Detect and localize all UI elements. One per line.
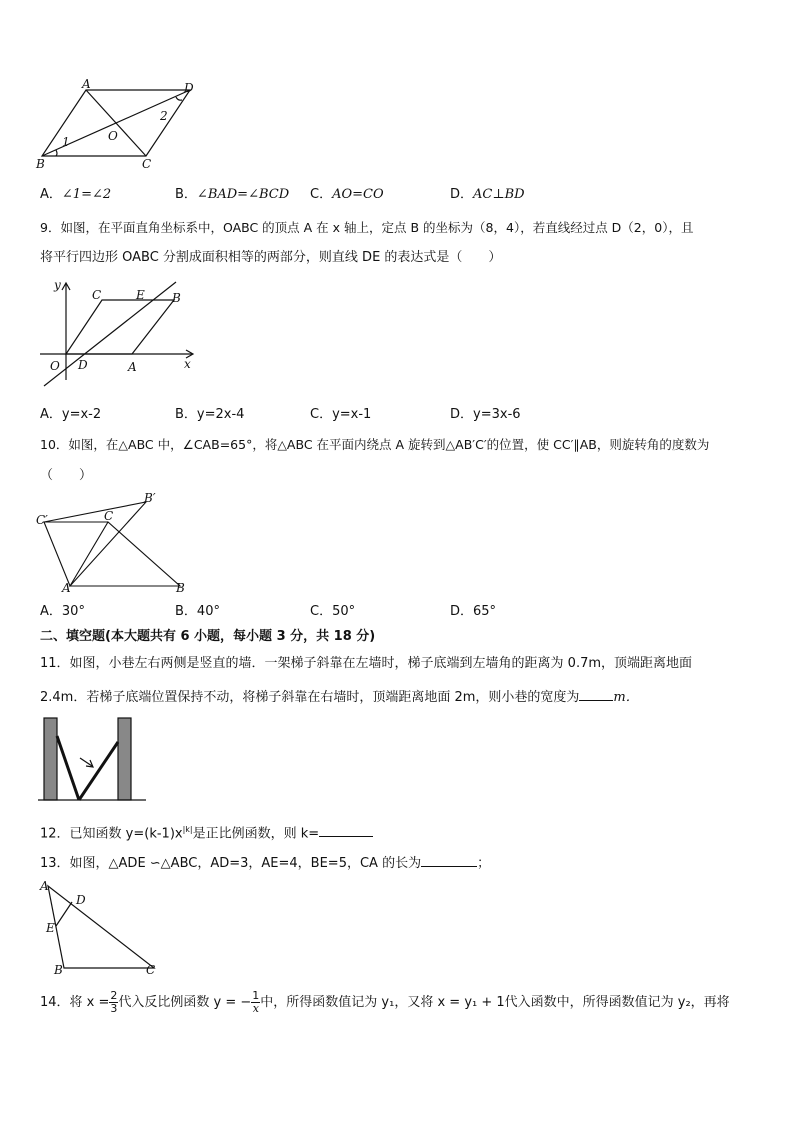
q9-option-d: D．y=3x-6 xyxy=(450,407,521,422)
q9-parallelogram-oabc xyxy=(66,300,174,354)
q8-option-a: A．∠1=∠2 xyxy=(40,187,112,202)
q14-question: 14．将 x = $\frac{2}{3}$ 代入反比例函数 y = − $\frac{1}{x}$ 中，所得函数值记为 y₁，又将 x = y₁ + 1代入函数中，所得函数值记为 y₂，再将 xyxy=(40,989,730,1015)
q8-option-d: D．AC⊥BD xyxy=(450,187,525,202)
q8-angle1-arc xyxy=(56,150,57,156)
q13-answer-blank[interactable] xyxy=(421,854,477,867)
q13-label-b: B xyxy=(54,963,63,977)
q8-label-d: D xyxy=(184,81,194,95)
q8-label-o: O xyxy=(108,129,118,143)
q9-option-b: B．y=2x-4 xyxy=(175,407,245,422)
q13-segment-de xyxy=(56,902,72,926)
q10-question-line2: （ ） xyxy=(40,468,93,483)
q9-label-b: B xyxy=(172,291,181,305)
q11-arrow-head-icon xyxy=(86,760,93,767)
q13-question: 13．如图，△ADE ∽△ABC，AD=3，AE=4，BE=5，CA 的长为 ； xyxy=(40,856,491,871)
q9-question-line2: 将平行四边形 OABC 分割成面积相等的两部分，则直线 DE 的表达式是（ ） xyxy=(40,250,502,265)
q8-parallelogram-figure xyxy=(36,77,236,171)
q10-option-b: B．40° xyxy=(175,604,220,619)
q10-label-b1: B′ xyxy=(144,491,156,505)
q9-label-x: x xyxy=(184,357,191,371)
q12-answer-blank[interactable] xyxy=(319,824,373,837)
q9-label-a: A xyxy=(128,360,137,374)
q10-triangle-abc xyxy=(70,522,180,586)
q11-ladder-left xyxy=(57,736,79,800)
q8-label-c: C xyxy=(142,157,152,171)
q10-rotation-figure xyxy=(36,490,196,595)
q10-option-d: D．65° xyxy=(450,604,497,619)
q11-ladder-right xyxy=(79,742,118,800)
q9-option-c: C．y=x-1 xyxy=(310,407,372,422)
q11-rotation-arrow-icon xyxy=(80,758,92,766)
q10-label-a: A xyxy=(62,581,71,595)
q13-label-d: D xyxy=(76,893,86,907)
q9-label-e: E xyxy=(136,288,145,302)
q8-label-b: B xyxy=(36,157,45,171)
q8-angle2-arc xyxy=(176,97,182,100)
q9-coordinate-figure xyxy=(36,280,206,385)
q9-label-o: O xyxy=(50,359,60,373)
section-2-heading: 二、填空题(本大题共有 6 小题，每小题 3 分，共 18 分) xyxy=(40,629,376,644)
q11-question-line2: 2.4m．若梯子底端位置保持不动，将梯子斜靠在右墙时，顶端距离地面 2m，则小巷的宽度为 m． xyxy=(40,690,639,705)
q13-triangle-abc xyxy=(48,886,154,968)
q10-option-c: C．50° xyxy=(310,604,356,619)
q10-label-c1: C′ xyxy=(36,513,48,527)
q12-question: 12．已知函数 $y=(k-1)x^{|k|}$是正比例函数，则 k= xyxy=(40,822,373,842)
q8-label-a: A xyxy=(82,77,91,91)
q8-label-1: 1 xyxy=(62,135,70,149)
q13-label-e: E xyxy=(46,921,55,935)
q14-fraction-2-3: $\frac{2}{3}$ xyxy=(110,989,118,1015)
q10-question-line1: 10．如图，在△ABC 中，∠CAB=65°，将△ABC 在平面内绕点 A 旋转到△AB′C′的位置，使 CC′∥AB，则旋转角的度数为 xyxy=(40,437,710,452)
q9-option-a: A．y=x-2 xyxy=(40,407,102,422)
q9-question-line1: 9．如图，在平面直角坐标系中，OABC 的顶点 A 在 x 轴上，定点 B 的坐标为（8，4），若直线经过点 D（2，0），且 xyxy=(40,220,694,235)
q8-option-c: C．AO=CO xyxy=(310,187,384,202)
q9-line-de xyxy=(44,282,176,386)
q11-question-line1: 11．如图，小巷左右两侧是竖直的墙．一架梯子斜靠在左墙时，梯子底端到左墙角的距离为 0.7m，顶端距离地面 xyxy=(40,656,693,671)
q11-answer-blank[interactable] xyxy=(579,688,613,701)
q13-label-a: A xyxy=(40,879,49,893)
q8-option-b: B．∠BAD=∠BCD xyxy=(175,187,290,202)
q8-label-2: 2 xyxy=(160,109,168,123)
q9-label-y: y xyxy=(54,278,61,292)
q11-right-wall xyxy=(118,718,131,800)
q11-left-wall xyxy=(44,718,57,800)
q10-label-b: B xyxy=(176,581,185,595)
q13-label-c: C xyxy=(146,963,156,977)
q10-label-c: C xyxy=(104,509,114,523)
q9-label-c: C xyxy=(92,288,102,302)
q10-option-a: A．30° xyxy=(40,604,85,619)
q9-label-d: D xyxy=(78,358,88,372)
q14-fraction-1-x: $\frac{1}{x}$ xyxy=(252,989,260,1015)
q13-similar-triangles-figure xyxy=(38,880,168,980)
q11-ladder-figure xyxy=(38,714,158,804)
